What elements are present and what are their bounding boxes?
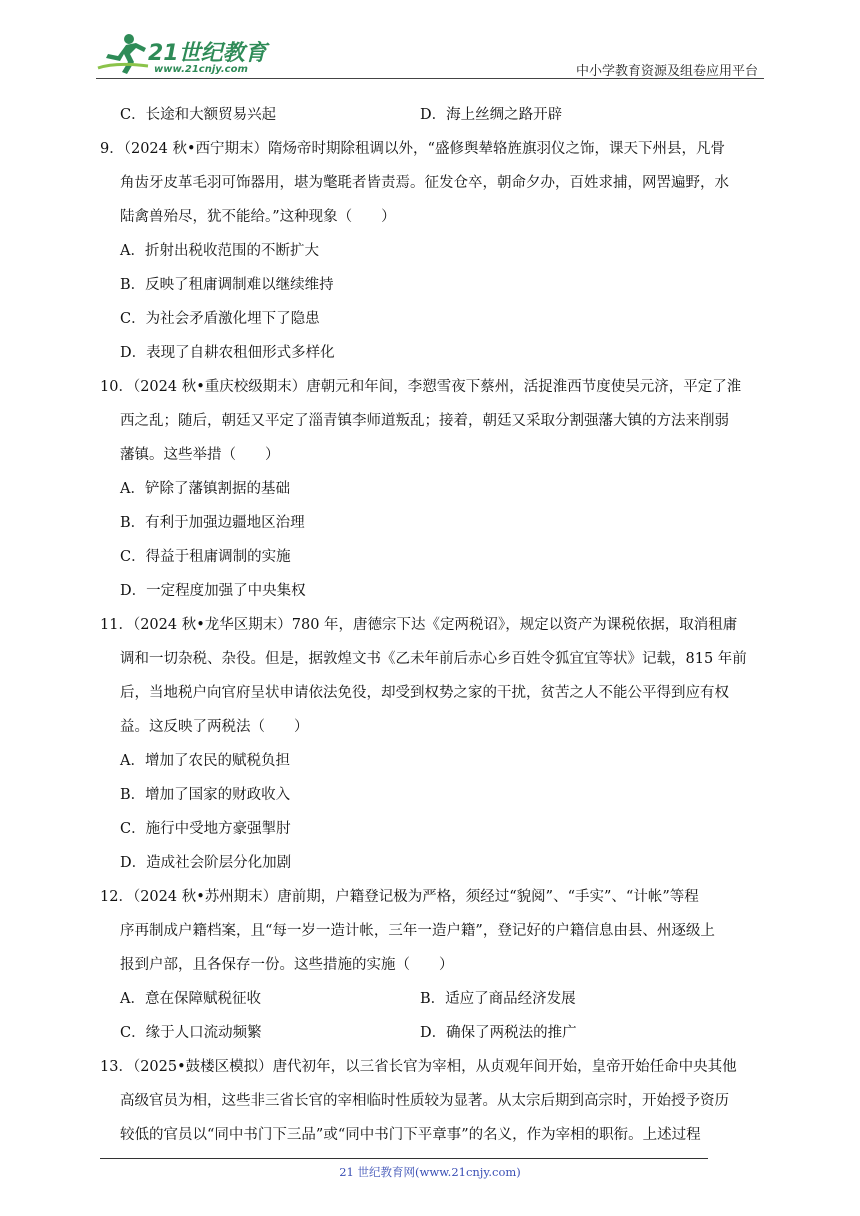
question-stem: 11．（2024 秋•龙华区期末）780 年，唐德宗下达《定两税诏》，规定以资产为课税依据，取消租庸 [100, 617, 738, 633]
question-stem-continued: 调和一切杂税、杂役。但是，据敦煌文书《乙未年前后赤心乡百姓令狐宜宜等状》记载，815 年前 [120, 651, 747, 667]
option: C．得益于租庸调制的实施 [120, 549, 291, 565]
platform-title: 中小学教育资源及组卷应用平台 [575, 64, 758, 79]
option: C．为社会矛盾激化埋下了隐患 [120, 311, 320, 327]
question-stem-continued: 益。这反映了两税法（ ） [120, 719, 309, 735]
question-stem: 9．（2024 秋•西宁期末）隋炀帝时期除租调以外，“盛修舆辇辂旌旗羽仪之饰，课天下州县，凡骨 [100, 141, 725, 157]
question-stem-continued: 序再制成户籍档案，且“每一岁一造计帐，三年一造户籍”，登记好的户籍信息由县、州逐级上 [120, 923, 715, 939]
logo-text: 21世纪教育 [148, 41, 267, 66]
footer-text: 21 世纪教育网(www.21cnjy.com) [339, 1165, 521, 1179]
question-content [100, 103, 764, 1157]
option: C．长途和大额贸易兴起 [120, 107, 277, 123]
page-header [96, 30, 764, 82]
option: D．表现了自耕农租佃形式多样化 [120, 345, 335, 361]
runner-logo-icon [96, 32, 152, 76]
option-row [100, 987, 764, 1021]
question-stem: 12．（2024 秋•苏州期末）唐前期，户籍登记极为严格，须经过“貌阅”、“手实”、“计帐”等程 [100, 889, 699, 905]
option: A．增加了农民的赋税负担 [120, 753, 290, 769]
question-stem-continued: 报到户部，且各保存一份。这些措施的实施（ ） [120, 957, 454, 973]
option: C．缘于人口流动频繁 [120, 1025, 262, 1041]
logo [96, 30, 296, 80]
question-stem-continued: 较低的官员以“同中书门下三品”或“同中书门下平章事”的名义，作为宰相的职衔。上述过程 [120, 1127, 701, 1143]
header-divider [96, 78, 764, 79]
question-stem: 13．（2025•鼓楼区模拟）唐代初年，以三省长官为宰相，从贞观年间开始，皇帝开始任命中央其他 [100, 1059, 737, 1075]
option: D．造成社会阶层分化加剧 [120, 855, 292, 871]
option: D．确保了两税法的推广 [420, 1025, 577, 1041]
option: C．施行中受地方豪强掣肘 [120, 821, 291, 837]
question-stem-continued: 西之乱；随后，朝廷又平定了淄青镇李师道叛乱；接着，朝廷又采取分割强藩大镇的方法来削弱 [120, 413, 729, 429]
question-stem: 10．（2024 秋•重庆校级期末）唐朝元和年间，李愬雪夜下蔡州，活捉淮西节度使吴元济，平定了淮 [100, 379, 742, 395]
option: B．增加了国家的财政收入 [120, 787, 291, 803]
question-stem-continued: 陆禽兽殆尽，犹不能给。”这种现象（ ） [120, 209, 396, 225]
option: B．适应了商品经济发展 [420, 991, 576, 1007]
option: A．铲除了藩镇割据的基础 [120, 481, 290, 497]
option-row [100, 1021, 764, 1055]
logo-url: www.21cnjy.com [154, 64, 248, 75]
option: B．有利于加强边疆地区治理 [120, 515, 305, 531]
question-stem-continued: 高级官员为相，这些非三省长官的宰相临时性质较为显著。从太宗后期到高宗时，开始授予资历 [120, 1093, 729, 1109]
option-row [100, 103, 764, 137]
option: D．海上丝绸之路开辟 [420, 107, 563, 123]
question-stem-continued: 藩镇。这些举措（ ） [120, 447, 280, 463]
question-stem-continued: 后，当地税户向官府呈状申请依法免役，却受到权势之家的干扰，贫苦之人不能公平得到应有权 [120, 685, 729, 701]
question-stem-continued: 角齿牙皮革毛羽可饰器用，堪为氅毦者皆责焉。征发仓卒，朝命夕办，百姓求捕，网罟遍野，水 [120, 175, 729, 191]
option: A．折射出税收范围的不断扩大 [120, 243, 319, 259]
option: D．一定程度加强了中央集权 [120, 583, 306, 599]
option: A．意在保障赋税征收 [120, 991, 261, 1007]
footer-divider [100, 1158, 708, 1159]
option: B．反映了租庸调制难以继续维持 [120, 277, 334, 293]
